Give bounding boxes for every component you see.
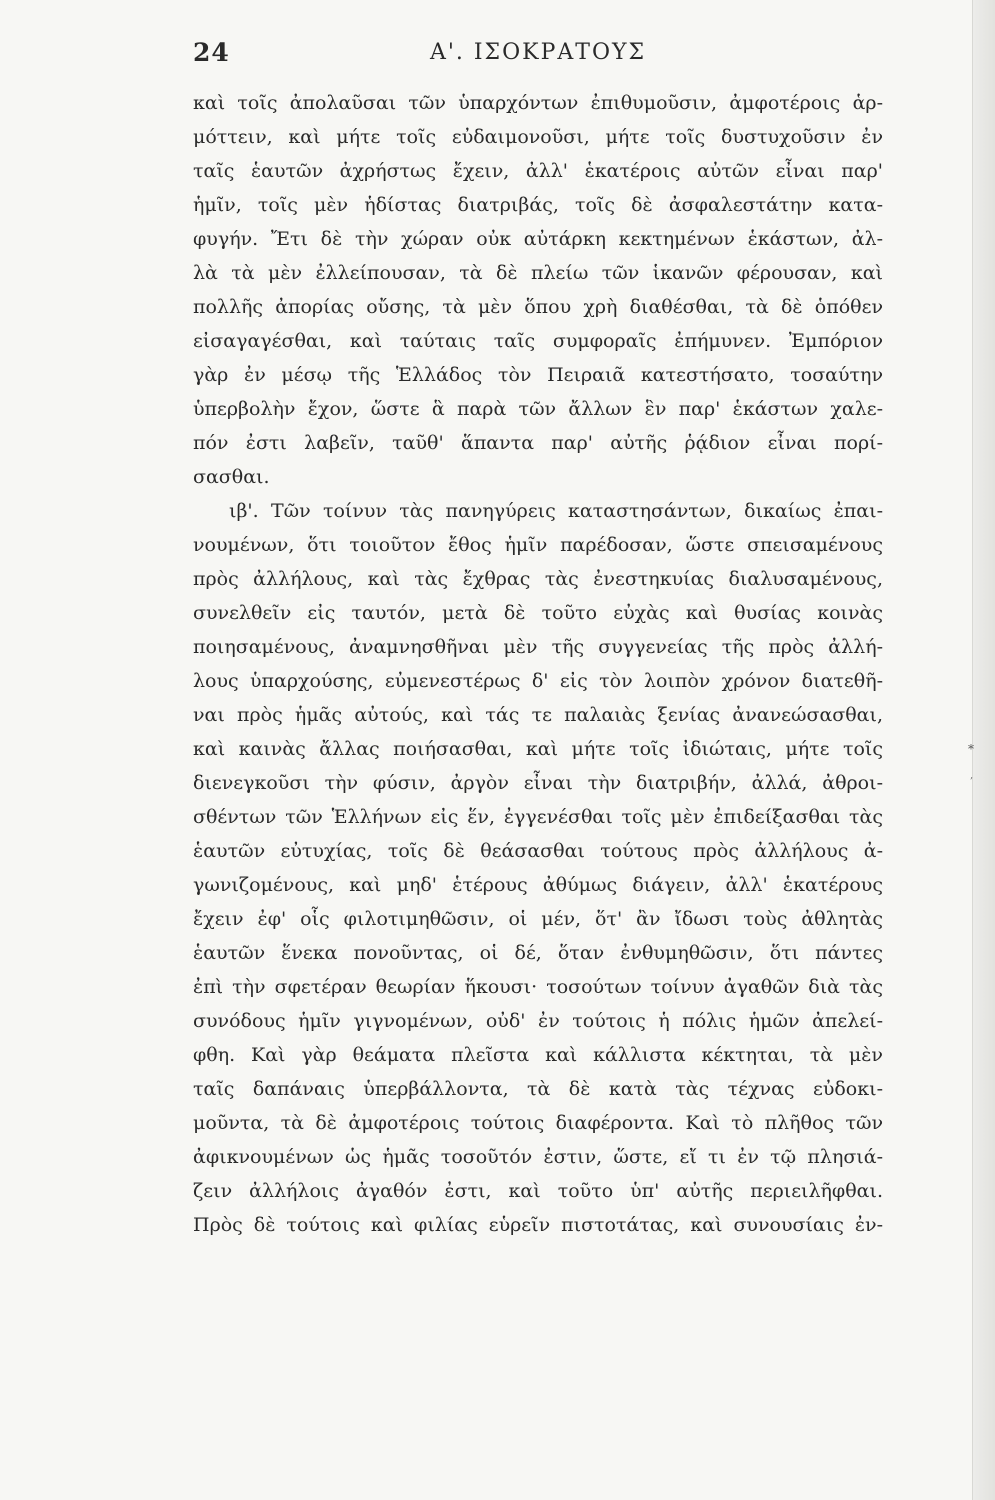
text-line: φυγήν. Ἔτι δὲ τὴν χώραν οὐκ αὐτάρκη κεκτημένων ἑκάστων, ἀλ- (193, 228, 883, 250)
text-line: ποιησαμένους, ἀναμνησθῆναι μὲν τῆς συγγενείας τῆς πρὸς ἀλλή- (193, 636, 883, 658)
text-line: ἔχειν ἐφ' οἷς φιλοτιμηθῶσιν, οἱ μέν, ὅτ' ἂν ἴδωσι τοὺς ἀθλητὰς (193, 908, 883, 930)
text-line: σθέντων τῶν Ἑλλήνων εἰς ἕν, ἐγγενέσθαι τοῖς μὲν ἐπιδείξασθαι τὰς (193, 806, 883, 828)
text-line: καὶ καινὰς ἄλλας ποιήσασθαι, καὶ μήτε τοῖς ἰδιώταις, μήτε τοῖς (193, 738, 883, 760)
body-text (193, 86, 883, 1242)
text-line: ναι πρὸς ἡμᾶς αὐτούς, καὶ τάς τε παλαιὰς ξενίας ἀνανεώσασθαι, (193, 704, 883, 726)
text-line: ζειν ἀλλήλοις ἀγαθόν ἐστι, καὶ τοῦτο ὑπ' αὐτῆς περιειλῆφθαι. (193, 1180, 883, 1202)
page-number: 24 (193, 38, 230, 67)
text-line: πολλῆς ἀπορίας οὔσης, τὰ μὲν ὅπου χρὴ διαθέσθαι, τὰ δὲ ὁπόθεν (193, 296, 883, 318)
text-line: διενεγκοῦσι τὴν φύσιν, ἀργὸν εἶναι τὴν διατριβήν, ἀλλά, ἀθροι- (193, 772, 883, 794)
text-line: γὰρ ἐν μέσῳ τῆς Ἑλλάδος τὸν Πειραιᾶ κατεστήσατο, τοσαύτην (193, 364, 883, 386)
text-line: συνόδους ἡμῖν γιγνομένων, οὐδ' ἐν τούτοις ἡ πόλις ἡμῶν ἀπελεί- (193, 1010, 883, 1032)
text-line: εἰσαγαγέσθαι, καὶ ταύταις ταῖς συμφοραῖς ἐπήμυνεν. Ἐμπόριον (193, 330, 883, 352)
margin-mark: * (968, 742, 974, 756)
text-line: λους ὑπαρχούσης, εὐμενεστέρως δ' εἰς τὸν λοιπὸν χρόνον διατεθῆ- (193, 670, 883, 692)
text-line: φθη. Καὶ γὰρ θεάματα πλεῖστα καὶ κάλλιστα κέκτηται, τὰ μὲν (193, 1044, 883, 1066)
page-edge (972, 0, 995, 1500)
text-line: σασθαι. (193, 466, 270, 488)
text-line: Πρὸς δὲ τούτοις καὶ φιλίας εὑρεῖν πιστοτάτας, καὶ συνουσίαις ἐν- (193, 1214, 883, 1236)
text-line: ἑαυτῶν εὐτυχίας, τοῖς δὲ θεάσασθαι τούτους πρὸς ἀλλήλους ἀ- (193, 840, 883, 862)
margin-mark: , (970, 770, 974, 781)
text-line: ταῖς ἑαυτῶν ἀχρήστως ἔχειν, ἀλλ' ἑκατέροις αὐτῶν εἶναι παρ' (193, 160, 883, 182)
text-line: μοῦντα, τὰ δὲ ἀμφοτέροις τούτοις διαφέροντα. Καὶ τὸ πλῆθος τῶν (193, 1112, 883, 1134)
text-line: μόττειν, καὶ μήτε τοῖς εὐδαιμονοῦσι, μήτε τοῖς δυστυχοῦσιν ἐν (193, 126, 883, 148)
text-line: γωνιζομένους, καὶ μηδ' ἑτέρους ἀθύμως διάγειν, ἀλλ' ἑκατέρους (193, 874, 883, 896)
page-header (193, 38, 883, 78)
text-line: ἡμῖν, τοῖς μὲν ἡδίστας διατριβάς, τοῖς δὲ ἀσφαλεστάτην κατα- (193, 194, 883, 216)
text-line: ὑπερβολὴν ἔχον, ὥστε ἃ παρὰ τῶν ἄλλων ἓν παρ' ἑκάστων χαλε- (193, 398, 883, 420)
text-line: ταῖς δαπάναις ὑπερβάλλοντα, τὰ δὲ κατὰ τὰς τέχνας εὐδοκι- (193, 1078, 883, 1100)
text-line: πόν ἐστι λαβεῖν, ταῦθ' ἅπαντα παρ' αὐτῆς ῥᾴδιον εἶναι πορί- (193, 432, 883, 454)
text-line: πρὸς ἀλλήλους, καὶ τὰς ἔχθρας τὰς ἐνεστηκυίας διαλυσαμένους, (193, 568, 883, 590)
text-line: ἀφικνουμένων ὡς ἡμᾶς τοσοῦτόν ἐστιν, ὥστε, εἴ τι ἐν τῷ πλησιά- (193, 1146, 883, 1168)
text-line: καὶ τοῖς ἀπολαῦσαι τῶν ὑπαρχόντων ἐπιθυμοῦσιν, ἀμφοτέροις ἁρ- (193, 92, 883, 114)
text-line: νουμένων, ὅτι τοιοῦτον ἔθος ἡμῖν παρέδοσαν, ὥστε σπεισαμένους (193, 534, 883, 556)
text-line: ἑαυτῶν ἕνεκα πονοῦντας, οἱ δέ, ὅταν ἐνθυμηθῶσιν, ὅτι πάντες (193, 942, 883, 964)
text-line: συνελθεῖν εἰς ταυτόν, μετὰ δὲ τοῦτο εὐχὰς καὶ θυσίας κοινὰς (193, 602, 883, 624)
text-line: λὰ τὰ μὲν ἐλλείπουσαν, τὰ δὲ πλείω τῶν ἱκανῶν φέρουσαν, καὶ (193, 262, 883, 284)
section-start-line: ιβ'. Τῶν τοίνυν τὰς πανηγύρεις καταστησάντων, δικαίως ἐπαι- (229, 500, 883, 522)
running-head: Α'. ΙΣΟΚΡΑΤΟΥΣ (429, 40, 647, 65)
text-line: ἐπὶ τὴν σφετέραν θεωρίαν ἥκουσι· τοσούτων τοίνυν ἀγαθῶν διὰ τὰς (193, 976, 883, 998)
